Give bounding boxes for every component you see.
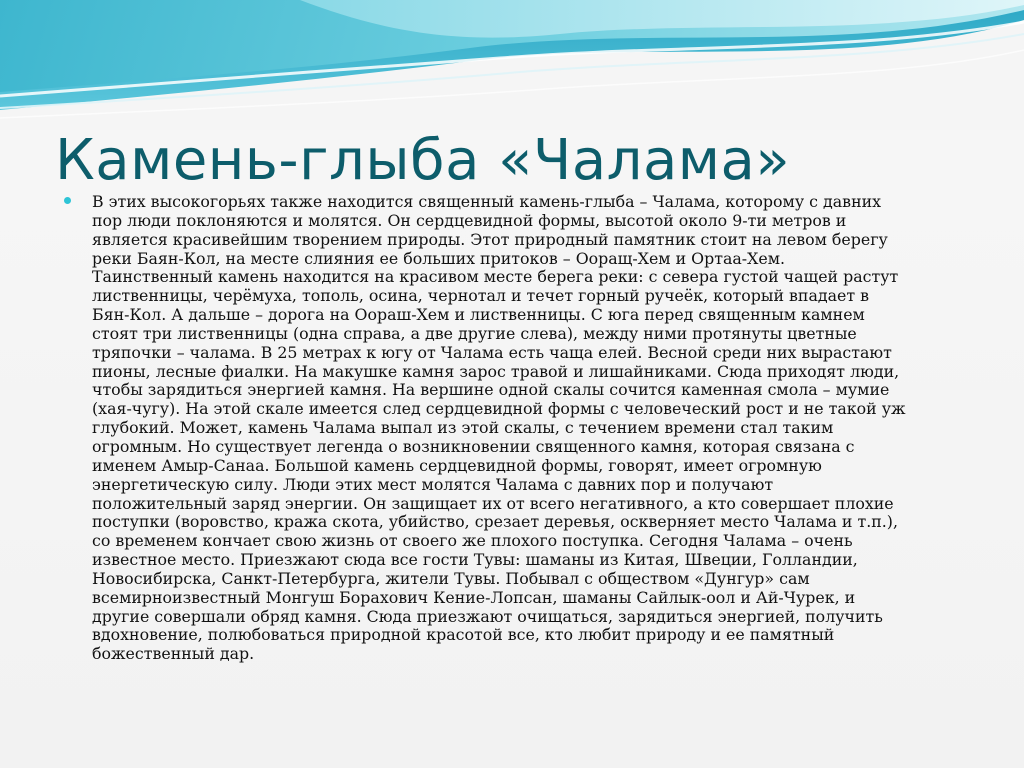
slide-title: Камень-глыба «Чалама» xyxy=(55,128,791,193)
decorative-wave-header xyxy=(0,0,1024,130)
slide-body-text: В этих высокогорьях также находится священный камень-глыба – Чалама, которому с давних пор люди поклоняются и молятся. Он сердцевидной формы, высотой около 9-ти метров и является красивейшим творением природы. Этот природный памятник стоит на левом берегу реки Баян-Кол, на месте слияния ее больших притоков – Ооращ-Хем и Ортаа-Хем. Таинственный камень находится на красивом месте берега реки: с севера густой чащей растут лиственницы, черёмуха, тополь, осина, чернотал и течет горный ручеёк, который впадает в Бян-Кол. А дальше – дорога на Оораш-Хем и лиственницы. С юга перед священным камнем стоят три лиственницы (одна справа, а две другие слева), между ними протянуты цветные тряпочки – чалама. В 25 метрах к югу от Чалама есть чаща елей. Весной среди них вырастают пионы, лесные фиалки. На макушке камня зарос травой и лишайниками. Сюда приходят люди, чтобы зарядиться энергией камня. На вершине одной скалы сочится каменная смола – мумие (хая-чугу). На этой скале имеется след сердцевидной формы с человеческий рост и не такой уж глубокий. Может, камень Чалама выпал из этой скалы, с течением времени стал таким огромным. Но существует легенда о возникновении священного камня, которая связана с именем Амыр-Санаа. Большой камень сердцевидной формы, говорят, имеет огромную энергетическую силу. Люди этих мест молятся Чалама с давних пор и получают положительный заряд энергии. Он защищает их от всего негативного, а кто совершает плохие поступки (воровство, кража скота, убийство, срезает деревья, оскверняет место Чалама и т.п.), со временем кончает свою жизнь от своего же плохого поступка. Сегодня Чалама – очень известное место. Приезжают сюда все гости Тувы: шаманы из Китая, Швеции, Голландии, Новосибирска, Санкт-Петербурга, жители Тувы. Побывал с обществом «Дунгур» сам всемирноизвестный Монгуш Борахович Кение-Лопсан, шаманы Сайлык-оол и Ай-Чурек, и другие совершали обряд камня. Сюда приезжают очищаться, зарядиться энергией, получить вдохновение, полюбоваться природной красотой все, кто любит природу и ее памятный божественный дар. xyxy=(92,192,906,664)
bullet-icon xyxy=(64,197,71,204)
